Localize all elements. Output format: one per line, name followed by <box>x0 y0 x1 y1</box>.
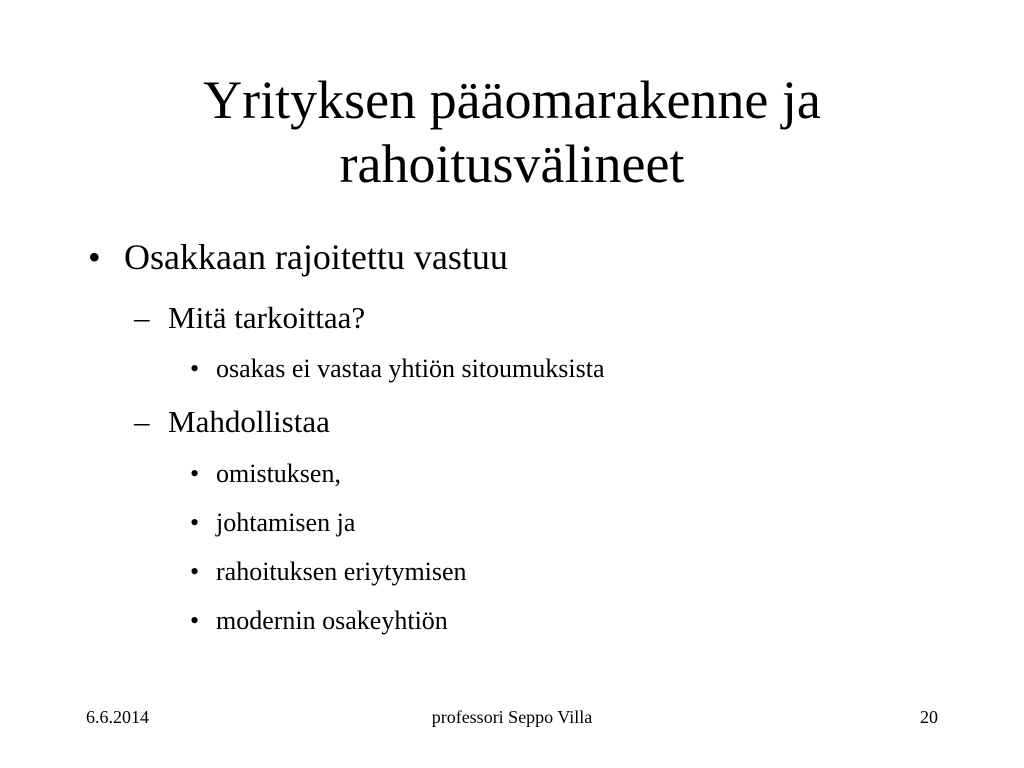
bullet-level1-rajoitettu-vastuu <box>88 236 508 278</box>
bullet-text: Mitä tarkoittaa? <box>168 300 366 335</box>
bullet-text: johtamisen ja <box>216 508 356 537</box>
bullet-level3-rahoituksen-eriytymisen <box>190 557 467 587</box>
bullet-marker: • <box>88 237 101 277</box>
bullet-marker: • <box>190 459 200 488</box>
bullet-marker: • <box>190 354 200 383</box>
slide-title-line-2: rahoitusvälineet <box>339 134 685 194</box>
bullet-level2-mahdollistaa <box>134 404 330 440</box>
bullet-level3-modernin-osakeyhtion <box>190 606 448 636</box>
bullet-marker: • <box>190 606 200 635</box>
bullet-text: rahoituksen eriytymisen <box>216 557 467 586</box>
bullet-text: modernin osakeyhtiön <box>216 606 448 635</box>
bullet-level3-johtamisen-ja <box>190 508 355 538</box>
bullet-text: Mahdollistaa <box>168 404 330 439</box>
footer-date: 6.6.2014 <box>86 707 149 727</box>
bullet-text: Osakkaan rajoitettu vastuu <box>124 237 508 277</box>
dash-marker: – <box>134 404 150 439</box>
bullet-text: osakas ei vastaa yhtiön sitoumuksista <box>216 354 605 383</box>
slide-title <box>60 68 964 196</box>
dash-marker: – <box>134 300 150 335</box>
slide-title-line-1: Yrityksen pääomarakenne ja <box>203 70 821 130</box>
bullet-level3-osakas-ei-vastaa <box>190 354 605 384</box>
bullet-marker: • <box>190 557 200 586</box>
footer-page-number: 20 <box>920 707 938 727</box>
footer-author: professori Seppo Villa <box>431 707 593 727</box>
bullet-marker: • <box>190 508 200 537</box>
bullet-text: omistuksen, <box>216 459 341 488</box>
bullet-level3-omistuksen <box>190 459 341 489</box>
bullet-level2-mita-tarkoittaa <box>134 300 365 336</box>
